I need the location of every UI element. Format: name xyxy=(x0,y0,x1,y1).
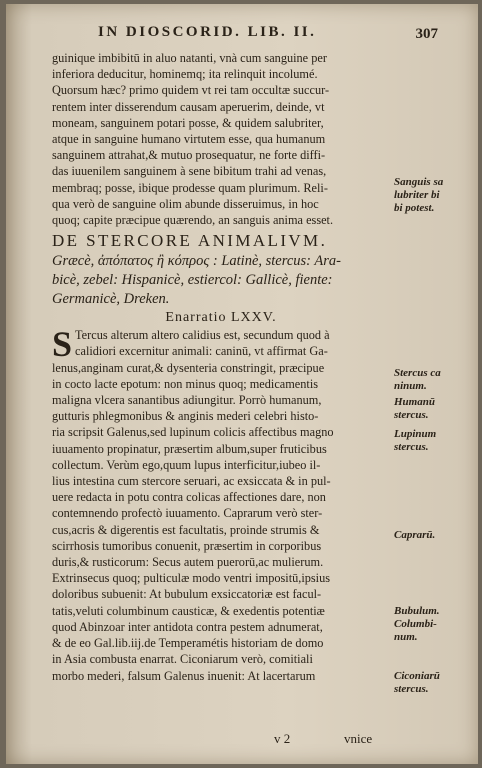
text-line: cus,acris & digerentis est facultatis, proinde strumis & xyxy=(52,522,320,537)
text-line: quoq; capite præcipue quærendo, an sanguis anima esset. xyxy=(52,213,334,228)
section-heading: DE STERCORE ANIMALIVM. xyxy=(52,231,328,251)
marginal-line: Stercus ca xyxy=(394,367,441,379)
text-line: rentem inter disserendum causam aperuerim, deinde, vt xyxy=(52,99,325,114)
text-line: membraq; posse, ibique prodesse quam plurimum. Reli- xyxy=(52,180,328,195)
text-line: in cocto lacte epotum: non minus quoq; medicamentis xyxy=(52,376,319,391)
text-line: tatis,veluti columbinum causticæ, & exedentis potentiæ xyxy=(52,603,325,618)
text-line: quod Abinzoar inter antidota contra pestem adnumerat, xyxy=(52,619,323,634)
enarratio-paragraph xyxy=(52,324,390,683)
page-number: 307 xyxy=(415,26,438,42)
text-line: & de eo Gal.lib.iij.de Temperamétis historiam de domo xyxy=(52,636,324,651)
text-line: qua verò de sanguine olim abunde disseruimus, in hoc xyxy=(52,196,319,211)
book-page xyxy=(6,4,478,764)
text-line: lenus,anginam curat,& dysenteria constringit, præcipue xyxy=(52,360,325,375)
text-line: duris,& rusticorum: Secus autem puerorū,ac mulierum. xyxy=(52,555,324,570)
marginal-line: Humanū xyxy=(394,396,435,408)
marginal-note-caprarum xyxy=(394,529,472,542)
marginal-line: Columbi- xyxy=(394,618,437,630)
text-line: uere redacta in potu contra colicas affectiones dare, non xyxy=(52,490,326,505)
marginal-line: Lupinum xyxy=(394,428,437,440)
main-text-block xyxy=(52,50,390,684)
text-line: gutturis phlegmonibus & anginis mederi celebri histo- xyxy=(52,409,319,424)
marginal-note-lupinum xyxy=(394,428,472,454)
text-line: moneam, sanguinem potari posse, & quidem salubriter, xyxy=(52,115,324,130)
text-line: Extrinsecus quoq; pulticulæ modo ventri impositū,ipsius xyxy=(52,571,331,586)
text-line: contemnendo profectò iuuamento. Caprarum verò ster- xyxy=(52,506,323,521)
marginal-line: Bubulum. xyxy=(394,605,440,617)
marginal-note-bubulum xyxy=(394,605,472,644)
text-line: in Asia combusta enarrat. Ciconiarum verò, comitiali xyxy=(52,652,313,667)
signature-mark: v 2 xyxy=(274,731,291,746)
synonyms-paragraph xyxy=(52,252,390,309)
marginal-note-stercus-caninum xyxy=(394,367,472,393)
text-line: calidiori excernitur animali: caninū, vt affirmat Ga- xyxy=(75,344,328,359)
text-line: Quorsum hæc? primo quidem vt rei tam occultæ succur- xyxy=(52,83,330,98)
enarratio-heading: Enarratio LXXV. xyxy=(165,310,277,326)
marginal-line: ninum. xyxy=(394,380,427,392)
marginal-line: stercus. xyxy=(394,683,429,695)
text-line: atque in sanguine humano virtutem esse, qua humanum xyxy=(52,132,326,147)
text-line: ria scripsit Galenus,sed lupinum colicis affectibus magno xyxy=(52,425,334,440)
running-head: IN DIOSCORID. LIB. II. xyxy=(98,24,317,40)
text-line: doloribus subuenit: At bubulum exsiccatoriæ est facul- xyxy=(52,587,322,602)
marginal-line: Sanguis sa xyxy=(394,176,444,188)
text-line: das iuuenilem sanguinem à sene bibitum trahi ad venas, xyxy=(52,164,327,179)
marginal-note-sanguis xyxy=(394,176,472,215)
text-line: collectum. Verùm ego,quum lupus interficitur,iubeo il- xyxy=(52,457,321,472)
marginal-line: stercus. xyxy=(394,441,429,453)
marginal-note-humanum xyxy=(394,396,472,422)
marginal-note-ciconiarum xyxy=(394,670,472,696)
text-line: sanguinem attrahat,& mutuo prosequatur, ne forte diffi- xyxy=(52,148,326,163)
marginal-line: Caprarū. xyxy=(394,529,436,541)
text-line: bicè, zebel: Hispanicè, estiercol: Gallicè, fiente: xyxy=(52,272,333,289)
catchword: vnice xyxy=(344,731,373,746)
drop-cap: S xyxy=(52,324,73,365)
text-line: Græcè, ἀπόπατος ἢ κόπρος : Latinè, stercus: Ara- xyxy=(52,253,341,270)
text-line: Tercus alterum altero calidius est, secundum quod à xyxy=(75,328,330,343)
marginal-line: lubriter bi xyxy=(394,189,440,201)
marginal-line: stercus. xyxy=(394,409,429,421)
text-line: scirrhosis tumoribus conuenit, præsertim in corporibus xyxy=(52,538,322,553)
text-line: iuuamento propinatur, præsertim album,super fruticibus xyxy=(52,441,327,456)
text-line: inferiora deducitur, hominemq; ita relinquit incolumé. xyxy=(52,67,318,82)
marginal-line: Ciconiarū xyxy=(394,670,440,682)
text-line: lius intestina cum stercore seruari, ac exsiccata & in pul- xyxy=(52,474,331,489)
marginal-line: bi potest. xyxy=(394,202,435,214)
text-line: morbo mederi, falsum Galenus inuenit: At lacertarum xyxy=(52,668,316,683)
top-paragraph xyxy=(52,50,390,228)
text-line: Germanicè, Dreken. xyxy=(52,291,170,308)
text-line: maligna vlcera sanantibus adiungitur. Porrò humanum, xyxy=(52,393,322,408)
text-line: guinique imbibitū in aluo natanti, vnà cum sanguine per xyxy=(52,51,327,65)
marginal-line: num. xyxy=(394,631,418,643)
bleed-through-text xyxy=(396,66,466,80)
